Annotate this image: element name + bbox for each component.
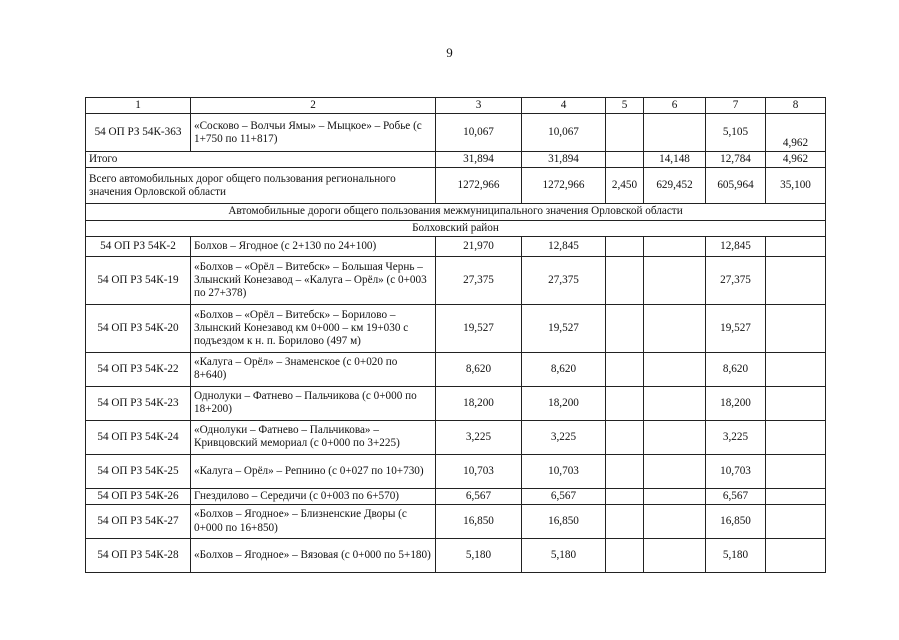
cell-col8 <box>766 256 826 304</box>
cell-col7: 27,375 <box>706 256 766 304</box>
road-code: 54 ОП РЗ 54К-2 <box>86 236 191 256</box>
cell-col4: 5,180 <box>522 539 606 573</box>
cell-total-length: 16,850 <box>436 505 522 539</box>
cell-col5 <box>606 420 644 454</box>
road-name: «Болхов – Ягодное» – Близненские Дворы (с 0+000 по 16+850) <box>191 505 436 539</box>
cell-col5 <box>606 539 644 573</box>
column-header: 2 <box>191 98 436 114</box>
cell-col4: 31,894 <box>522 152 606 168</box>
road-name: «Болхов – Ягодное» – Вязовая (с 0+000 по 5+180) <box>191 539 436 573</box>
cell-col7: 18,200 <box>706 386 766 420</box>
cell-col4: 10,703 <box>522 454 606 488</box>
road-code: 54 ОП РЗ 54К-22 <box>86 352 191 386</box>
cell-col8 <box>766 420 826 454</box>
cell-total-length: 10,067 <box>436 114 522 152</box>
district-row <box>86 220 826 236</box>
cell-col5 <box>606 386 644 420</box>
table-row <box>86 114 826 152</box>
table-row <box>86 539 826 573</box>
district-title: Болховский район <box>86 220 826 236</box>
table-row <box>86 352 826 386</box>
column-header: 7 <box>706 98 766 114</box>
column-header: 3 <box>436 98 522 114</box>
cell-col6 <box>644 114 706 152</box>
cell-col5 <box>606 114 644 152</box>
cell-col7: 3,225 <box>706 420 766 454</box>
column-header: 1 <box>86 98 191 114</box>
cell-col7: 12,784 <box>706 152 766 168</box>
road-code: 54 ОП РЗ 54К-23 <box>86 386 191 420</box>
road-name: «Болхов – «Орёл – Витебск» – Борилово – Злынский Конезавод км 0+000 – км 19+030 с подъездом к н. п. Борилово (497 м) <box>191 304 436 352</box>
cell-total-length: 21,970 <box>436 236 522 256</box>
cell-col6 <box>644 505 706 539</box>
cell-col5 <box>606 236 644 256</box>
cell-col8 <box>766 505 826 539</box>
cell-col8 <box>766 454 826 488</box>
cell-total-length: 3,225 <box>436 420 522 454</box>
cell-col4: 8,620 <box>522 352 606 386</box>
road-code: 54 ОП РЗ 54К-25 <box>86 454 191 488</box>
cell-total-length: 18,200 <box>436 386 522 420</box>
cell-col4: 19,527 <box>522 304 606 352</box>
cell-col4: 18,200 <box>522 386 606 420</box>
cell-col8 <box>766 386 826 420</box>
table-row <box>86 386 826 420</box>
cell-col7: 19,527 <box>706 304 766 352</box>
road-name: Однолуки – Фатнево – Пальчикова (с 0+000 по 18+200) <box>191 386 436 420</box>
road-code: 54 ОП РЗ 54К-20 <box>86 304 191 352</box>
section-row <box>86 204 826 220</box>
road-name: «Болхов – «Орёл – Витебск» – Большая Чернь – Злынский Конезавод – «Калуга – Орёл» (с 0+003 по 27+378) <box>191 256 436 304</box>
column-header: 6 <box>644 98 706 114</box>
table-row <box>86 304 826 352</box>
cell-total-length: 1272,966 <box>436 168 522 204</box>
road-code: 54 ОП РЗ 54К-27 <box>86 505 191 539</box>
cell-col5 <box>606 454 644 488</box>
road-code: 54 ОП РЗ 54К-363 <box>86 114 191 152</box>
grand-total-row <box>86 168 826 204</box>
cell-col5 <box>606 352 644 386</box>
grand-total-label: Всего автомобильных дорог общего пользования регионального значения Орловской области <box>86 168 436 204</box>
road-code: 54 ОП РЗ 54К-24 <box>86 420 191 454</box>
road-name: «Сосково – Волчьи Ямы» – Мыцкое» – Робье (с 1+750 по 11+817) <box>191 114 436 152</box>
cell-col8: 4,962 <box>766 114 826 152</box>
cell-total-length: 27,375 <box>436 256 522 304</box>
cell-total-length: 10,703 <box>436 454 522 488</box>
road-code: 54 ОП РЗ 54К-26 <box>86 488 191 504</box>
cell-col8 <box>766 304 826 352</box>
subtotal-row <box>86 152 826 168</box>
cell-col6 <box>644 539 706 573</box>
cell-col4: 12,845 <box>522 236 606 256</box>
road-name: Гнездилово – Середичи (с 0+003 по 6+570) <box>191 488 436 504</box>
cell-total-length: 8,620 <box>436 352 522 386</box>
table-row <box>86 236 826 256</box>
page-number: 9 <box>446 45 453 60</box>
cell-total-length: 6,567 <box>436 488 522 504</box>
cell-col6 <box>644 256 706 304</box>
road-code: 54 ОП РЗ 54К-19 <box>86 256 191 304</box>
cell-col4: 6,567 <box>522 488 606 504</box>
cell-col6 <box>644 236 706 256</box>
cell-col7: 5,180 <box>706 539 766 573</box>
cell-col5 <box>606 505 644 539</box>
cell-col4: 10,067 <box>522 114 606 152</box>
cell-col5 <box>606 152 644 168</box>
cell-col8 <box>766 236 826 256</box>
cell-col7: 8,620 <box>706 352 766 386</box>
roads-table <box>85 97 826 573</box>
cell-total-length: 19,527 <box>436 304 522 352</box>
cell-col5 <box>606 304 644 352</box>
cell-col6 <box>644 386 706 420</box>
cell-col5 <box>606 488 644 504</box>
cell-col7: 6,567 <box>706 488 766 504</box>
road-name: Болхов – Ягодное (с 2+130 по 24+100) <box>191 236 436 256</box>
cell-col6 <box>644 454 706 488</box>
table-row <box>86 488 826 504</box>
cell-col4: 3,225 <box>522 420 606 454</box>
road-code: 54 ОП РЗ 54К-28 <box>86 539 191 573</box>
cell-col7: 605,964 <box>706 168 766 204</box>
road-name: «Калуга – Орёл» – Репнино (с 0+027 по 10+730) <box>191 454 436 488</box>
table-row <box>86 420 826 454</box>
cell-col6: 629,452 <box>644 168 706 204</box>
cell-col8 <box>766 488 826 504</box>
cell-col8 <box>766 352 826 386</box>
cell-col4: 16,850 <box>522 505 606 539</box>
cell-col6 <box>644 420 706 454</box>
road-name: «Однолуки – Фатнево – Пальчикова» – Кривцовский мемориал (с 0+000 по 3+225) <box>191 420 436 454</box>
cell-col6: 14,148 <box>644 152 706 168</box>
cell-col6 <box>644 488 706 504</box>
cell-col6 <box>644 352 706 386</box>
cell-col7: 10,703 <box>706 454 766 488</box>
road-name: «Калуга – Орёл» – Знаменское (с 0+020 по 8+640) <box>191 352 436 386</box>
table-row <box>86 256 826 304</box>
cell-col7: 12,845 <box>706 236 766 256</box>
cell-col5 <box>606 256 644 304</box>
cell-col7: 16,850 <box>706 505 766 539</box>
column-header: 4 <box>522 98 606 114</box>
cell-col5: 2,450 <box>606 168 644 204</box>
table-header-row <box>86 98 826 114</box>
column-header: 8 <box>766 98 826 114</box>
table-row <box>86 505 826 539</box>
cell-total-length: 31,894 <box>436 152 522 168</box>
cell-col8: 4,962 <box>766 152 826 168</box>
subtotal-label: Итого <box>86 152 436 168</box>
cell-total-length: 5,180 <box>436 539 522 573</box>
cell-col7: 5,105 <box>706 114 766 152</box>
table-row <box>86 454 826 488</box>
cell-col6 <box>644 304 706 352</box>
column-header: 5 <box>606 98 644 114</box>
cell-col8: 35,100 <box>766 168 826 204</box>
cell-col4: 1272,966 <box>522 168 606 204</box>
cell-col4: 27,375 <box>522 256 606 304</box>
cell-col8 <box>766 539 826 573</box>
section-title: Автомобильные дороги общего пользования межмуниципального значения Орловской области <box>86 204 826 220</box>
